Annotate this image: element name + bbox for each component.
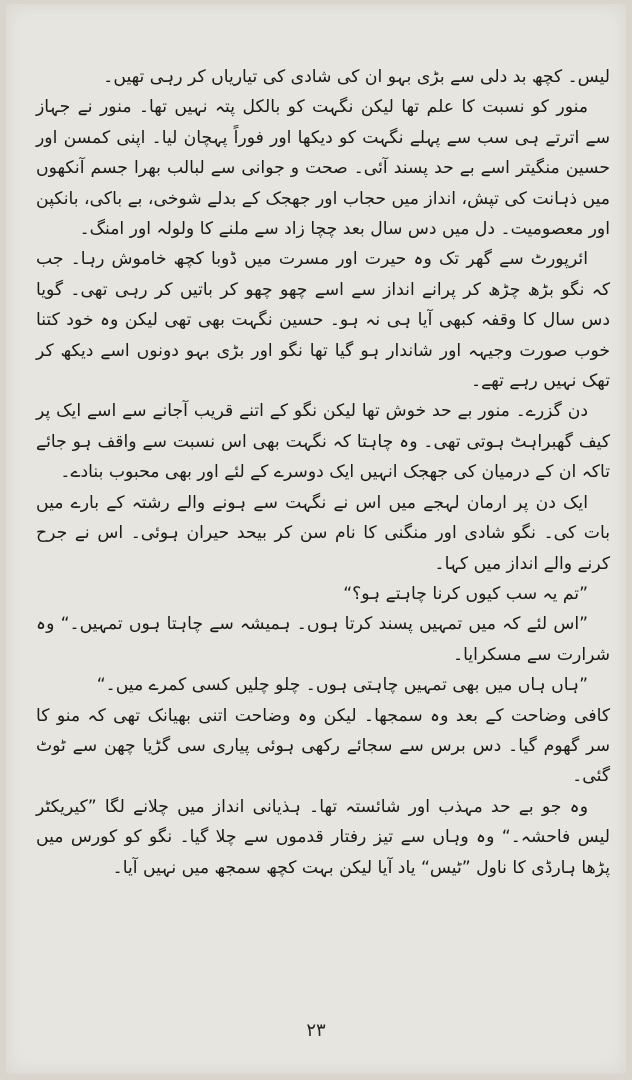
paragraph: ایک دن پر ارمان لہجے میں اس نے نگہت سے ہونے والے رشتہ کے بارے میں بات کی۔ نگو شادی اور منگنی کا نام سن کر بیحد حیران ہوئی۔ اس نے جرح کرنے والے انداز میں کہا۔	[36, 492, 610, 574]
paragraph: دن گزرے۔ منور بے حد خوش تھا لیکن نگو کے اتنے قریب آجانے سے اسے ایک پر کیف گھبراہٹ ہوتی تھی۔ وہ چاہتا کہ نگہت بھی اس نسبت سے واقف ہو جائے تاکہ ان کے درمیان کی جھجک انہیں ایک دوسرے کے لئے اور بھی محبوب بنادے۔	[36, 401, 610, 483]
dialogue-line: ”اس لئے کہ میں تمہیں پسند کرتا ہوں۔ ہمیشہ سے چاہتا ہوں تمہیں۔“ وہ شرارت سے مسکرایا۔	[36, 614, 610, 665]
paragraph: ائرپورٹ سے گھر تک وہ حیرت اور مسرت میں ڈوبا کچھ خاموش رہا۔ جب کہ نگو بڑھ چڑھ کر پرانے انداز سے اسے چھو چھو کر باتیں کر رہی تھی۔ گویا دس سال کا وقفہ کبھی آیا ہی نہ ہو۔ حسین نگہت بھی تھی لیکن وہ خود کتنا خوب صورت وجیہہ اور شاندار ہو گیا تھا نگو اور بڑی بہو دونوں اسے دیکھ کر تھک نہیں رہے تھے۔	[36, 249, 610, 392]
paragraph: کافی وضاحت کے بعد وہ سمجھا۔ لیکن وہ وضاحت اتنی بھیانک تھی کہ منو کا سر گھوم گیا۔ دس برس سے سجائے رکھی ہوئی پیاری سی گڑیا چھن سے ٹوٹ گئی۔	[36, 705, 610, 787]
book-page	[6, 4, 626, 1074]
dialogue-line: ”ہاں ہاں میں بھی تمہیں چاہتی ہوں۔ چلو چلیں کسی کمرے میں۔“	[96, 675, 588, 696]
page-body-text	[36, 62, 610, 883]
paragraph: لیس۔ کچھ بد دلی سے بڑی بہو ان کی شادی کی تیاریاں کر رہی تھیں۔	[103, 67, 610, 87]
paragraph: وہ جو بے حد مہذب اور شائستہ تھا۔ ہذیانی انداز میں چلانے لگا ”کیریکٹر لیس فاحشہ۔“ وہ وہاں سے تیز رفتار قدموں سے چلا گیا۔ نگو کو کورس میں پڑھا ہارڈی کا ناول ”ٹیس“ یاد آیا لیکن بہت کچھ سمجھ میں نہیں آیا۔	[36, 796, 610, 878]
dialogue-line: ”تم یہ سب کیوں کرنا چاہتے ہو؟“	[343, 583, 588, 604]
paragraph: منور کو نسبت کا علم تھا لیکن نگہت کو بالکل پتہ نہیں تھا۔ منور نے جہاز سے اترتے ہی سب سے پہلے نگہت کو دیکھا اور فوراً پہچان لیا۔ اپنی کمسن اور حسین منگیتر اسے بے حد پسند آئی۔ صحت و جوانی سے لبالب بھرا جسم آنکھوں میں ذہانت کی تپش، انداز میں حجاب اور جھجک کے بدلے شوخی، بے باکی، بانکپن اور معصومیت۔ دل میں دس سال بعد چچا زاد سے ملنے کا ولولہ اور امنگ۔	[36, 97, 610, 240]
page-number: ۲۳	[306, 1020, 326, 1041]
